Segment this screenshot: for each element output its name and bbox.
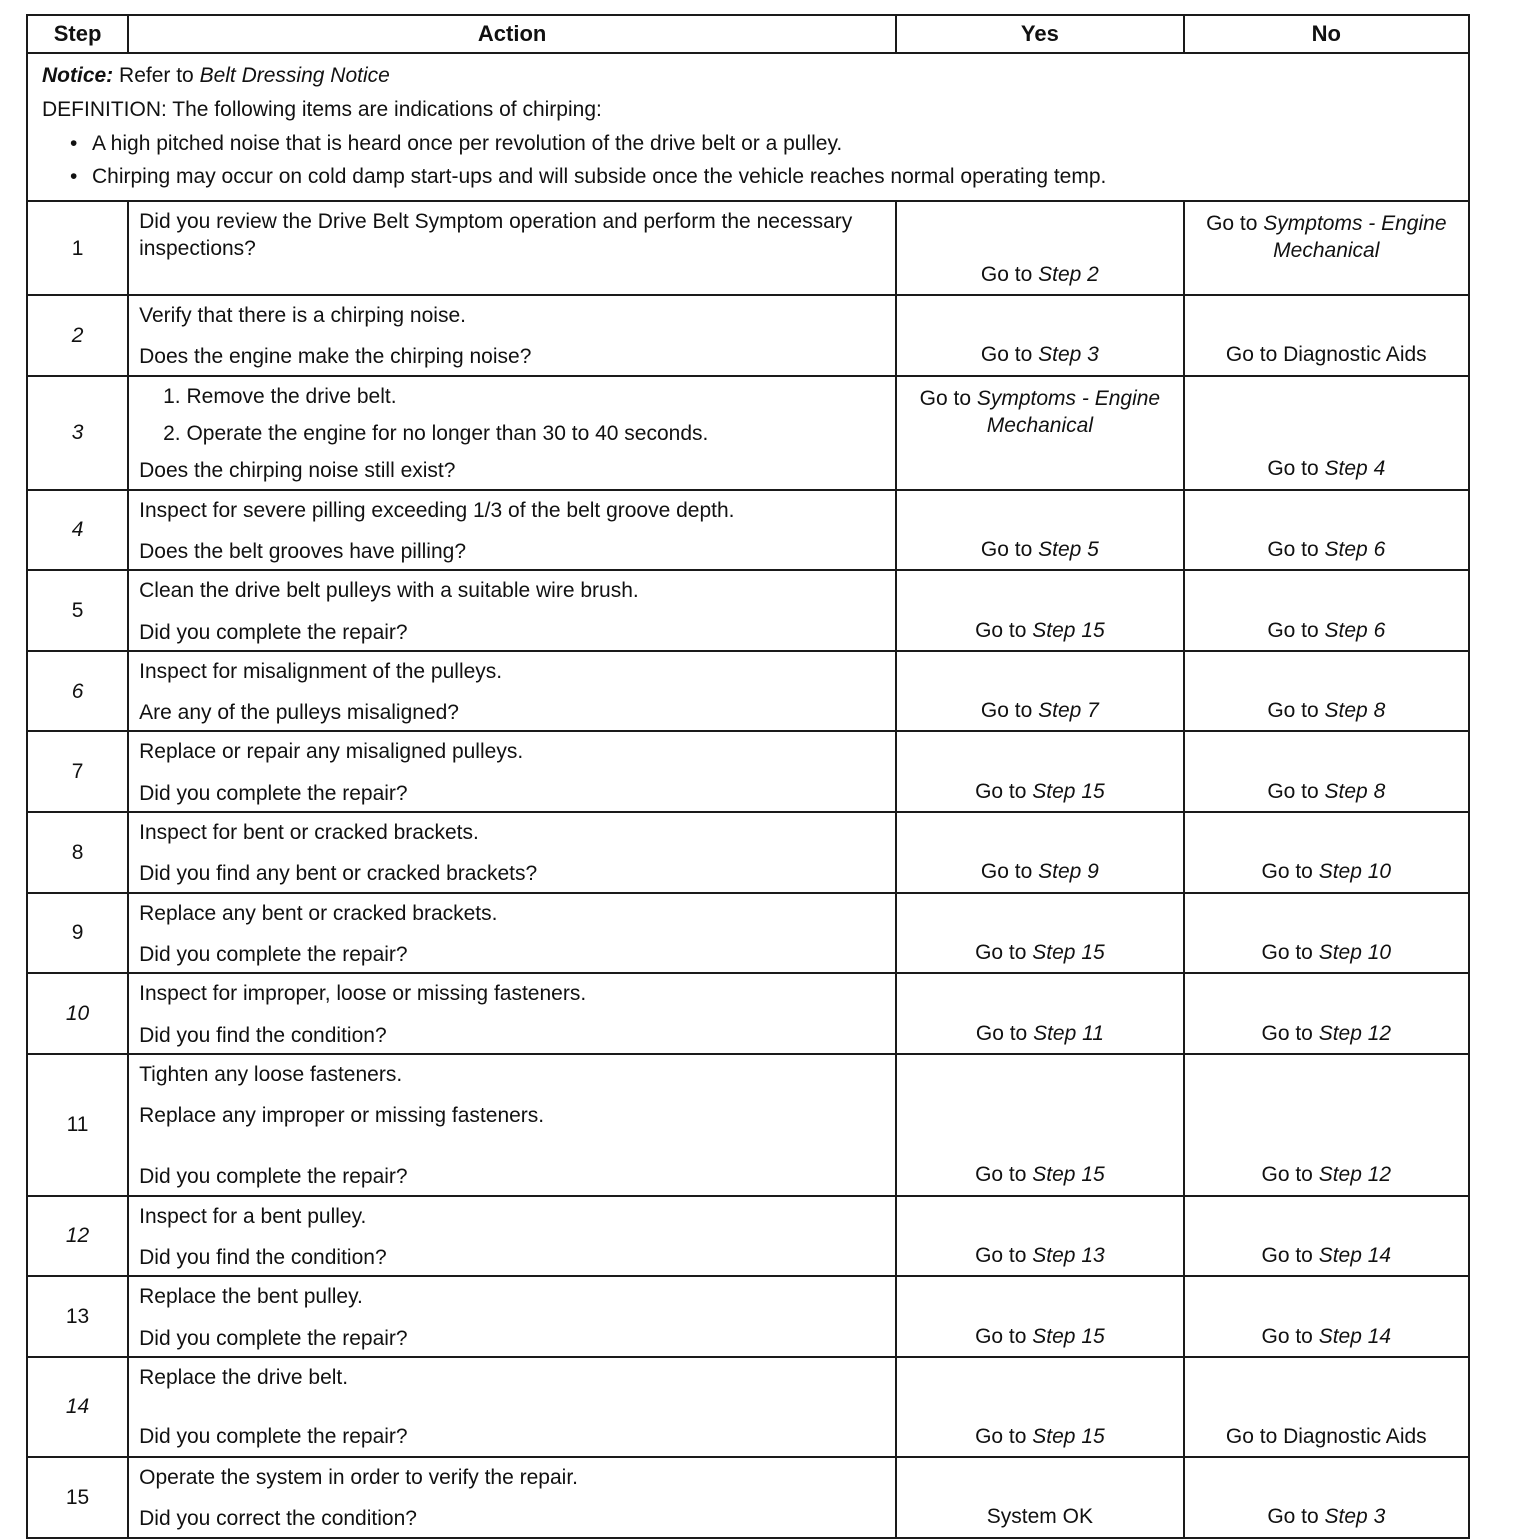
action-cell xyxy=(128,651,896,732)
yes-outcome xyxy=(896,893,1183,974)
outcome-step-ref: Step 15 xyxy=(1032,1163,1105,1187)
action-line: Does the chirping noise still exist? xyxy=(139,459,456,483)
action-list-item: 2. Operate the engine for no longer than 30 to 40 seconds. xyxy=(163,422,709,446)
outcome-step-ref: Step 6 xyxy=(1324,537,1386,561)
outcome-prefix: Go to xyxy=(980,537,1039,561)
no-outcome xyxy=(1184,570,1469,651)
step-number: 6 xyxy=(27,651,128,732)
outcome-step-ref: Step 3 xyxy=(1038,343,1099,367)
step-number: 2 xyxy=(27,295,128,376)
outcome-step-ref: Step 12 xyxy=(1318,1021,1392,1045)
step-number: 7 xyxy=(27,731,128,812)
no-outcome xyxy=(1184,731,1469,812)
action-line: Did you find the condition? xyxy=(139,1023,387,1047)
outcome-step-ref: Step 15 xyxy=(1032,618,1105,642)
no-outcome xyxy=(1184,973,1469,1054)
outcome-text: System OK xyxy=(986,1505,1093,1529)
action-line: Replace the drive belt. xyxy=(139,1365,349,1389)
table-row-step-11 xyxy=(27,1054,1469,1196)
outcome-step-ref: Symptoms - Engine Mechanical xyxy=(976,386,1161,438)
action-list-item: 1. Remove the drive belt. xyxy=(163,384,397,408)
outcome-prefix: Go to xyxy=(1261,1021,1319,1045)
step-number: 10 xyxy=(27,973,128,1054)
yes-outcome xyxy=(896,295,1183,376)
notice-cell xyxy=(27,53,1469,201)
notice-reference: Belt Dressing Notice xyxy=(199,64,390,87)
diagnostic-table xyxy=(26,14,1470,1539)
action-cell xyxy=(128,1196,896,1277)
outcome-step-ref: Step 2 xyxy=(1038,262,1099,286)
table-row-step-15 xyxy=(27,1457,1469,1538)
action-line: Tighten any loose fasteners. xyxy=(139,1062,403,1086)
notice-row xyxy=(27,53,1469,201)
outcome-prefix: Go to xyxy=(1261,1324,1319,1348)
definition-bullets xyxy=(42,130,1458,191)
outcome-step-ref: Step 6 xyxy=(1324,618,1386,642)
yes-outcome xyxy=(896,1357,1183,1457)
action-line: Verify that there is a chirping noise. xyxy=(139,304,466,328)
action-cell xyxy=(128,893,896,974)
table-row-step-12 xyxy=(27,1196,1469,1277)
table-row-step-10 xyxy=(27,973,1469,1054)
no-outcome xyxy=(1184,1054,1469,1196)
action-line: Did you complete the repair? xyxy=(139,781,408,805)
notice-text: Refer to xyxy=(113,64,200,87)
outcome-step-ref: Step 11 xyxy=(1033,1021,1104,1045)
action-line: Does the engine make the chirping noise? xyxy=(139,345,532,369)
action-cell xyxy=(128,201,896,295)
definition-bullet xyxy=(70,130,1458,157)
outcome-step-ref: Step 10 xyxy=(1318,940,1392,964)
step-number: 5 xyxy=(27,570,128,651)
yes-outcome xyxy=(896,490,1183,571)
bullet-text: A high pitched noise that is heard once per revolution of the drive belt or a pulley. xyxy=(92,131,843,155)
table-row-step-5 xyxy=(27,570,1469,651)
action-line: Did you complete the repair? xyxy=(139,620,408,644)
outcome-step-ref: Step 9 xyxy=(1038,860,1099,884)
outcome-step-ref: Step 14 xyxy=(1318,1244,1392,1268)
yes-outcome xyxy=(896,1276,1183,1357)
step-number: 12 xyxy=(27,1196,128,1277)
outcome-step-ref: Step 10 xyxy=(1318,860,1392,884)
no-outcome xyxy=(1184,651,1469,732)
no-outcome xyxy=(1184,1196,1469,1277)
outcome-step-ref: Step 15 xyxy=(1032,1424,1105,1448)
step-number: 13 xyxy=(27,1276,128,1357)
action-line: Did you complete the repair? xyxy=(139,1165,408,1189)
step-number: 9 xyxy=(27,893,128,974)
no-outcome xyxy=(1184,812,1469,893)
outcome-prefix: Go to xyxy=(1261,1163,1319,1187)
action-line: Replace any bent or cracked brackets. xyxy=(139,901,498,925)
bullet-icon: • xyxy=(70,131,78,155)
outcome-step-ref: Step 15 xyxy=(1032,1324,1105,1348)
action-cell xyxy=(128,295,896,376)
outcome-prefix: Go to xyxy=(975,779,1033,803)
outcome-prefix: Go to xyxy=(980,860,1039,884)
outcome-step-ref: Step 5 xyxy=(1038,537,1099,561)
step-number: 15 xyxy=(27,1457,128,1538)
outcome-prefix: Go to xyxy=(919,386,977,410)
action-cell xyxy=(128,376,896,490)
step-number: 8 xyxy=(27,812,128,893)
step-number: 1 xyxy=(27,201,128,295)
outcome-text: Go to Diagnostic Aids xyxy=(1225,343,1427,367)
yes-outcome xyxy=(896,651,1183,732)
action-cell xyxy=(128,1357,896,1457)
header-action: Action xyxy=(128,15,896,53)
outcome-prefix: Go to xyxy=(975,940,1033,964)
outcome-step-ref: Step 8 xyxy=(1324,699,1386,723)
outcome-prefix: Go to xyxy=(1261,940,1319,964)
no-outcome xyxy=(1184,376,1469,490)
action-line: Did you correct the condition? xyxy=(139,1507,417,1531)
definition-bullet xyxy=(70,163,1458,190)
outcome-step-ref: Step 12 xyxy=(1318,1163,1392,1187)
outcome-step-ref: Step 14 xyxy=(1318,1324,1392,1348)
outcome-prefix: Go to xyxy=(975,1324,1033,1348)
action-line: Replace the bent pulley. xyxy=(139,1285,363,1309)
yes-outcome xyxy=(896,731,1183,812)
yes-outcome xyxy=(896,1196,1183,1277)
outcome-prefix: Go to xyxy=(1206,212,1264,236)
bullet-text: Chirping may occur on cold damp start-ups and will subside once the vehicle reaches normal operating temp. xyxy=(92,164,1107,188)
outcome-prefix: Go to xyxy=(1261,860,1319,884)
definition-text: DEFINITION: The following items are indications of chirping: xyxy=(42,98,602,122)
action-cell xyxy=(128,570,896,651)
action-numbered-list xyxy=(139,383,885,448)
yes-outcome xyxy=(896,1054,1183,1196)
action-line: Inspect for severe pilling exceeding 1/3 of the belt groove depth. xyxy=(139,498,735,522)
outcome-step-ref: Step 13 xyxy=(1032,1244,1105,1268)
outcome-step-ref: Step 15 xyxy=(1032,779,1105,803)
outcome-step-ref: Step 15 xyxy=(1032,940,1105,964)
outcome-step-ref: Step 8 xyxy=(1324,779,1386,803)
table-row-step-2 xyxy=(27,295,1469,376)
no-outcome xyxy=(1184,893,1469,974)
action-line: Operate the system in order to verify the repair. xyxy=(139,1465,578,1489)
action-line: Clean the drive belt pulleys with a suitable wire brush. xyxy=(139,579,639,603)
outcome-prefix: Go to xyxy=(975,1021,1034,1045)
table-row-step-8 xyxy=(27,812,1469,893)
outcome-step-ref: Symptoms - Engine Mechanical xyxy=(1263,212,1447,263)
header-no: No xyxy=(1184,15,1469,53)
outcome-prefix: Go to xyxy=(1267,537,1325,561)
notice-label: Notice: xyxy=(42,64,114,87)
outcome-prefix: Go to xyxy=(1267,779,1325,803)
table-row-step-9 xyxy=(27,893,1469,974)
action-line: Did you find the condition? xyxy=(139,1246,387,1270)
action-cell xyxy=(128,812,896,893)
step-number: 14 xyxy=(27,1357,128,1457)
outcome-text: Go to Diagnostic Aids xyxy=(1225,1424,1427,1448)
action-cell xyxy=(128,1457,896,1538)
outcome-prefix: Go to xyxy=(980,699,1039,723)
table-row-step-4 xyxy=(27,490,1469,571)
table-row-step-3 xyxy=(27,376,1469,490)
step-number: 4 xyxy=(27,490,128,571)
outcome-prefix: Go to xyxy=(980,262,1039,286)
no-outcome xyxy=(1184,1457,1469,1538)
action-line: Does the belt grooves have pilling? xyxy=(139,539,466,563)
no-outcome xyxy=(1184,1276,1469,1357)
step-number: 11 xyxy=(27,1054,128,1196)
header-row xyxy=(27,15,1469,53)
action-line: Did you complete the repair? xyxy=(139,1425,408,1449)
outcome-prefix: Go to xyxy=(975,1163,1033,1187)
yes-outcome xyxy=(896,973,1183,1054)
header-step: Step xyxy=(27,15,128,53)
action-cell xyxy=(128,973,896,1054)
action-line: Replace any improper or missing fasteners. xyxy=(139,1104,545,1128)
table-row-step-14 xyxy=(27,1357,1469,1457)
action-cell xyxy=(128,1054,896,1196)
table-row-step-1 xyxy=(27,201,1469,295)
outcome-step-ref: Step 3 xyxy=(1324,1505,1386,1529)
action-line: Did you complete the repair? xyxy=(139,1326,408,1350)
action-line: Replace or repair any misaligned pulleys. xyxy=(139,740,524,764)
outcome-prefix: Go to xyxy=(1267,1505,1325,1529)
yes-outcome xyxy=(896,376,1183,490)
action-line: Are any of the pulleys misaligned? xyxy=(139,701,459,725)
no-outcome xyxy=(1184,295,1469,376)
outcome-prefix: Go to xyxy=(1267,618,1325,642)
outcome-prefix: Go to xyxy=(975,1424,1033,1448)
action-line: Did you review the Drive Belt Symptom operation and perform the necessary inspections? xyxy=(139,210,853,261)
outcome-prefix: Go to xyxy=(1267,457,1325,481)
no-outcome xyxy=(1184,1357,1469,1457)
outcome-prefix: Go to xyxy=(1267,699,1325,723)
outcome-step-ref: Step 4 xyxy=(1324,457,1386,481)
action-cell xyxy=(128,490,896,571)
outcome-step-ref: Step 7 xyxy=(1038,699,1099,723)
outcome-prefix: Go to xyxy=(975,1244,1033,1268)
yes-outcome xyxy=(896,570,1183,651)
action-line: Inspect for bent or cracked brackets. xyxy=(139,821,479,845)
step-number: 3 xyxy=(27,376,128,490)
action-cell xyxy=(128,731,896,812)
action-line: Did you complete the repair? xyxy=(139,942,408,966)
action-line: Inspect for improper, loose or missing fasteners. xyxy=(139,982,587,1006)
action-cell xyxy=(128,1276,896,1357)
action-line: Inspect for a bent pulley. xyxy=(139,1204,367,1228)
action-line: Inspect for misalignment of the pulleys. xyxy=(139,659,503,683)
yes-outcome xyxy=(896,812,1183,893)
table-row-step-6 xyxy=(27,651,1469,732)
table-row-step-7 xyxy=(27,731,1469,812)
action-line: Did you find any bent or cracked brackets? xyxy=(139,862,538,886)
outcome-prefix: Go to xyxy=(1261,1244,1319,1268)
table-row-step-13 xyxy=(27,1276,1469,1357)
no-outcome xyxy=(1184,490,1469,571)
no-outcome xyxy=(1184,201,1469,295)
outcome-prefix: Go to xyxy=(975,618,1033,642)
outcome-prefix: Go to xyxy=(980,343,1039,367)
notice-line xyxy=(42,62,1458,89)
header-yes: Yes xyxy=(896,15,1183,53)
bullet-icon: • xyxy=(70,164,78,188)
yes-outcome xyxy=(896,201,1183,295)
yes-outcome xyxy=(896,1457,1183,1538)
